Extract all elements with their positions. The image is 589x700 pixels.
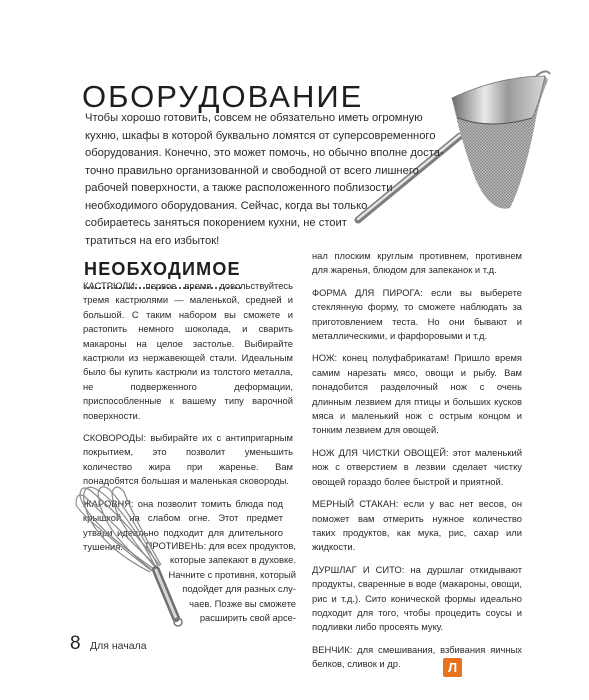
page-footer [70, 633, 147, 655]
entry-text: : для смешивания, взбивания яичных белков, сливок и др. [312, 643, 522, 670]
entry-term: ФОРМА ДЛЯ ПИРОГА [312, 286, 421, 298]
equipment-entry [312, 643, 522, 672]
equipment-entry [312, 563, 522, 635]
protiven-line: чаев. Позже вы сможете [189, 597, 296, 609]
intro-paragraph [85, 110, 453, 250]
equipment-entry [312, 351, 522, 437]
equipment-entry [83, 279, 293, 423]
entry-term: СКОВОРОДЫ [83, 432, 144, 444]
entry-term: МЕРНЫЙ СТАКАН [312, 498, 396, 510]
entry-text: : если у вас нет весов, он поможет вам отмерить нужное количество таких продуктов, как мука, рис, сахар или жидкости. [312, 498, 522, 553]
protiven-line: расширить свой арсе- [199, 612, 296, 624]
entry-text: : если вы выберете стеклянную форму, то сможете наблюдать за приготовлением теста. Но они бывают и металлическими, и фарфоровыми и т.д. [312, 286, 522, 342]
intro-line: точно правильно организованной и свободной от всего лишнего [85, 164, 419, 177]
entry-term: НОЖ [312, 352, 335, 364]
entry-text: : выбирайте их с антипригарным покрытием, это позволит уменьшить количество жира при жаренье. Вам понадобятся большая и маленькая сковороды. [83, 432, 293, 487]
intro-line: оборудования. Конечно, это может помочь, но обычно вполне доста- [85, 147, 444, 159]
entry-text: : на дуршлаг откидывают продукты, сваренные в воде (макароны, овощи, рис и т.д.). Сито конической формы идеально подходит для того, чтобы процедить соусы и подливки либо просеять муку. [312, 563, 522, 633]
equipment-entry [312, 446, 522, 489]
entry-text: нал плоским круглым противнем, противнем для жаренья, блюдом для запеканок и т.д. [312, 250, 522, 276]
intro-line: собираетесь заняться покорением кухни, не стоит [85, 217, 347, 229]
equipment-entry [312, 286, 522, 344]
publisher-logo-icon: Л [443, 658, 462, 677]
equipment-entry [312, 249, 522, 278]
entry-text: : она позволит томить блюда под крышкой на слабом огне. Этот предмет утвари идеально подходит для длительного тушения. [83, 497, 283, 552]
equipment-entry [312, 497, 522, 555]
protiven-line: которые запекают в духовке. [170, 554, 296, 566]
entry-text: : этот маленький нож с отверстием в лезвии сделает чистку овощей гораздо более быстрой и приятной. [312, 446, 522, 487]
page-number: 8 [70, 633, 81, 654]
entry-term: КАСТРЮЛИ [83, 280, 135, 291]
intro-line: Чтобы хорошо готовить, совсем не обязательно иметь огромную [85, 112, 423, 124]
protiven-line: ПРОТИВЕНЬ: для всех продуктов, [145, 540, 296, 551]
entry-text: : первое время довольствуйтесь тремя кастрюлями — маленькой, средней и большой. С таким набором вы сможете и растопить немного шоколада, и сварить макароны на целое застолье. Выбирайте кастрюли из нержавеющей стали. Идеальным было бы купить кастрюли из толстого металла, не подверженного деформации, приспособленные к вашему типу варочной поверхности. [83, 280, 293, 421]
entry-term: ВЕНЧИК [312, 643, 350, 655]
page-title: ОБОРУДОВАНИЕ [82, 78, 364, 114]
right-column [312, 249, 522, 680]
entry-term: ДУРШЛАГ И СИТО [312, 563, 402, 575]
intro-line: тратиться на его избыток! [85, 234, 220, 247]
protiven-line: Начните с противня, который [168, 568, 296, 580]
entry-text: : конец полуфабрикатам! Пришло время самим нарезать мясо, овощи и рыбу. Вам понадобится разделочный нож с очень длинным лезвием для птицы и больших кусков мяса и маленький нож с острым концом и тонким лезвием для овощей. [312, 352, 522, 436]
intro-line: рабочей поверхности, а также расположенного поблизости [85, 182, 393, 194]
entry-term: ЖАРОВНЯ [83, 497, 132, 509]
whisk-image [72, 482, 192, 632]
protiven-line: подойдет для разных слу- [182, 583, 296, 595]
intro-line: кухню, шкафы в которой буквально ломятся от суперсовременного [85, 129, 436, 142]
equipment-entry [83, 431, 293, 489]
entry-term: НОЖ ДЛЯ ЧИСТКИ ОВОЩЕЙ [312, 446, 446, 458]
intro-line: необходимого оборудования. Сейчас, когда вы только [85, 199, 368, 212]
section-heading: НЕОБХОДИМОЕ [84, 258, 241, 279]
running-footer: Для начала [90, 640, 147, 652]
